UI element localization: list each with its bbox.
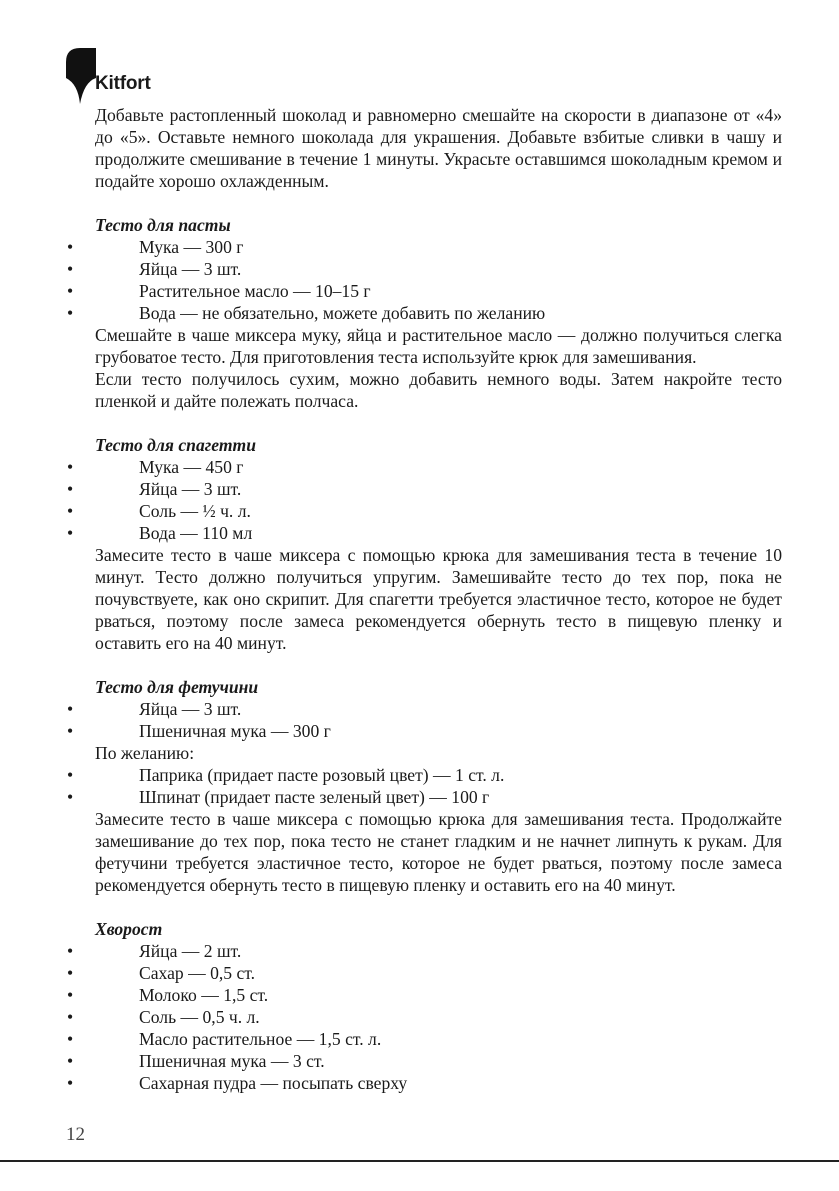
list-item xyxy=(67,236,782,258)
instruction-paragraph: Если тесто получилось сухим, можно добавить немного воды. Затем накройте тесто пленкой и дайте полежать полчаса. xyxy=(95,369,782,411)
list-item xyxy=(67,984,782,1006)
list-item xyxy=(67,302,782,324)
ingredient-text: Шпинат (придает пасте зеленый цвет) — 100 г xyxy=(139,787,490,807)
bullet: • xyxy=(67,721,74,741)
bullet: • xyxy=(67,963,74,983)
ingredient-list xyxy=(67,236,782,324)
ingredient-text: Мука — 450 г xyxy=(139,457,244,477)
ingredient-text: Пшеничная мука — 3 ст. xyxy=(139,1051,325,1071)
ingredient-text: Растительное масло — 10–15 г xyxy=(139,281,371,301)
bullet: • xyxy=(67,985,74,1005)
ingredient-text: Яйца — 2 шт. xyxy=(139,941,242,961)
bullet: • xyxy=(67,941,74,961)
ingredient-list xyxy=(67,940,782,1094)
list-item xyxy=(67,786,782,808)
section-title: Тесто для пасты xyxy=(95,215,231,235)
list-item xyxy=(67,500,782,522)
list-item xyxy=(67,258,782,280)
section-title: Тесто для спагетти xyxy=(95,435,256,455)
instruction-paragraph: Замесите тесто в чаше миксера с помощью крюка для замешивания теста. Продолжайте замешивание до тех пор, пока тесто не станет гладким и не начнет липнуть к рукам. Для фетучини требуется эластичное тесто, которое не будет рваться, поэтому после замеса рекомендуется обернуть тесто в пищевую пленку и оставить его на 40 минут. xyxy=(95,809,782,895)
list-item xyxy=(67,1028,782,1050)
ingredient-text: Соль — 0,5 ч. л. xyxy=(139,1007,260,1027)
bullet: • xyxy=(67,1051,74,1071)
list-item xyxy=(67,940,782,962)
bullet: • xyxy=(67,787,74,807)
list-item xyxy=(67,720,782,742)
ingredient-text: Яйца — 3 шт. xyxy=(139,479,242,499)
instruction-paragraph: Замесите тесто в чаше миксера с помощью крюка для замешивания теста в течение 10 минут. Тесто должно получиться упругим. Замешивайте тесто до тех пор, пока не почувствуете, как оно скрипит. Для спагетти требуется эластичное тесто, которое не будет рваться, поэтому после замеса рекомендуется обернуть тесто в пищевую пленку и оставить его на 40 минут. xyxy=(95,545,782,653)
section-title: Хворост xyxy=(95,919,163,939)
bullet: • xyxy=(67,479,74,499)
ingredient-text: Пшеничная мука — 300 г xyxy=(139,721,331,741)
document-body xyxy=(67,104,782,1094)
ingredient-text: Мука — 300 г xyxy=(139,237,244,257)
list-item xyxy=(67,1072,782,1094)
brand-name: Kitfort xyxy=(95,73,151,94)
bullet: • xyxy=(67,1073,74,1093)
page-bottom-rule xyxy=(0,1160,839,1162)
bullet: • xyxy=(67,237,74,257)
ingredient-text: Сахарная пудра — посыпать сверху xyxy=(139,1073,408,1093)
list-item xyxy=(67,962,782,984)
kitfort-logo xyxy=(66,48,186,104)
intro-paragraph: Добавьте растопленный шоколад и равномерно смешайте на скорости в диапазоне от «4» до «5». Оставьте немного шоколада для украшения. Добавьте взбитые сливки в чашу и продолжите смешивание в течение 1 минуты. Украсьте оставшимся шоколадным кремом и подайте хорошо охлажденным. xyxy=(95,105,782,191)
instruction-paragraph: Смешайте в чаше миксера муку, яйца и растительное масло — должно получиться слегка грубоватое тесто. Для приготовления теста используйте крюк для замешивания. xyxy=(95,325,782,367)
ingredient-list xyxy=(67,456,782,544)
ingredient-text: Паприка (придает пасте розовый цвет) — 1 ст. л. xyxy=(139,765,505,785)
list-item xyxy=(67,698,782,720)
bullet: • xyxy=(67,303,74,323)
section-title: Тесто для фетучини xyxy=(95,677,259,697)
bullet: • xyxy=(67,501,74,521)
ingredient-list xyxy=(67,698,782,742)
ingredient-text: Вода — 110 мл xyxy=(139,523,253,543)
list-item xyxy=(67,522,782,544)
list-item xyxy=(67,1006,782,1028)
list-item xyxy=(67,764,782,786)
list-item xyxy=(67,478,782,500)
bullet: • xyxy=(67,699,74,719)
list-item xyxy=(67,1050,782,1072)
ingredient-text: Масло растительное — 1,5 ст. л. xyxy=(139,1029,382,1049)
bullet: • xyxy=(67,523,74,543)
optional-label: По желанию: xyxy=(95,743,195,763)
list-item xyxy=(67,456,782,478)
ingredient-text: Яйца — 3 шт. xyxy=(139,699,242,719)
bullet: • xyxy=(67,457,74,477)
page-number: 12 xyxy=(66,1124,85,1145)
bullet: • xyxy=(67,1029,74,1049)
bullet: • xyxy=(67,765,74,785)
list-item xyxy=(67,280,782,302)
ingredient-text: Сахар — 0,5 ст. xyxy=(139,963,256,983)
ingredient-text: Молоко — 1,5 ст. xyxy=(139,985,269,1005)
bullet: • xyxy=(67,281,74,301)
ingredient-text: Соль — ½ ч. л. xyxy=(139,501,251,521)
ingredient-text: Вода — не обязательно, можете добавить по желанию xyxy=(139,303,546,323)
optional-ingredient-list xyxy=(67,764,782,808)
bullet: • xyxy=(67,259,74,279)
bullet: • xyxy=(67,1007,74,1027)
ingredient-text: Яйца — 3 шт. xyxy=(139,259,242,279)
kitfort-logo-mark-icon xyxy=(66,48,96,104)
